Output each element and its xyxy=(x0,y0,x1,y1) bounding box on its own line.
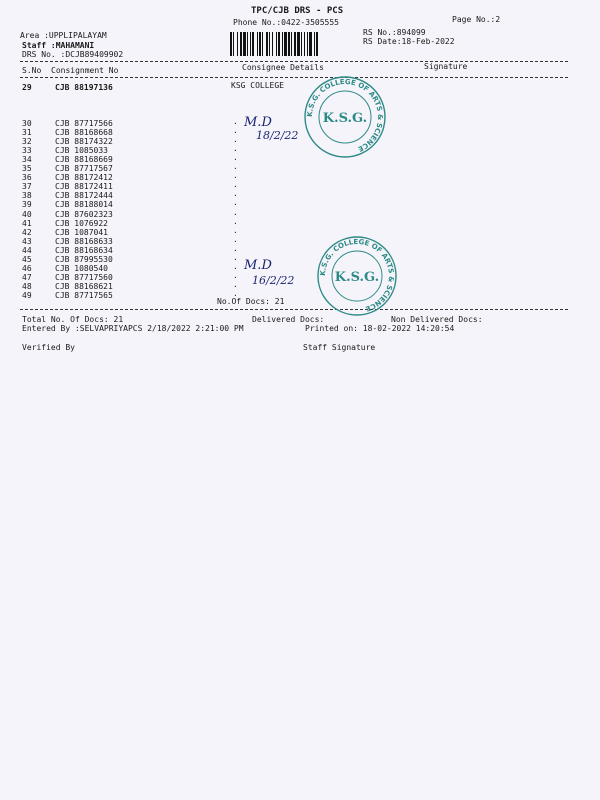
signature-name: M.D xyxy=(244,115,272,130)
placeholder-dot: . xyxy=(233,171,238,181)
placeholder-dot: . xyxy=(233,288,238,298)
row-sno: 48 xyxy=(22,281,32,291)
row-sno: 31 xyxy=(22,128,32,138)
placeholder-dot: . xyxy=(233,243,238,253)
stamp-center-text: K.S.G. xyxy=(334,270,380,285)
row-sno: 44 xyxy=(22,245,32,255)
row-consignment: CJB 1076922 xyxy=(55,218,108,228)
placeholder-dot: . xyxy=(233,279,238,289)
signature-date: 16/2/22 xyxy=(252,274,295,287)
row-sno: 40 xyxy=(22,209,32,219)
page-number: Page No.:2 xyxy=(452,15,501,24)
table-row xyxy=(22,225,252,237)
divider-line xyxy=(20,77,568,78)
placeholder-dot: . xyxy=(233,225,238,235)
rs-date: RS Date:18-Feb-2022 xyxy=(363,37,455,46)
handwritten-signature xyxy=(240,112,340,146)
table-row xyxy=(22,243,252,255)
delivered-docs: Delivered Docs: xyxy=(252,315,325,324)
rs-number: RS No.:894099 xyxy=(363,28,426,37)
row-consignee: KSG COLLEGE xyxy=(231,81,284,90)
table-row xyxy=(22,234,252,246)
placeholder-dot: . xyxy=(233,135,238,145)
row-consignment: CJB 88188014 xyxy=(55,200,113,210)
row-consignment: CJB 87995530 xyxy=(55,254,113,264)
placeholder-dot: . xyxy=(233,117,238,126)
row-consignment: CJB 88168621 xyxy=(55,281,113,291)
col-header-consignment: Consignment No xyxy=(51,66,119,75)
row-sno: 29 xyxy=(22,83,32,92)
row-sno: 46 xyxy=(22,263,32,273)
entered-by: Entered By :SELVAPRIYAPCS 2/18/2022 2:21:00 PM xyxy=(22,324,244,333)
table-row xyxy=(22,279,252,291)
row-consignment: CJB 1085033 xyxy=(55,146,108,156)
stamp-ring-text: K.S.G. COLLEGE OF ARTS & SCIENCE xyxy=(318,237,396,313)
placeholder-dot: . xyxy=(233,126,238,136)
row-consignment: CJB 88172412 xyxy=(55,173,113,183)
placeholder-dot: . xyxy=(233,234,238,244)
row-consignment: CJB 1087041 xyxy=(55,227,108,237)
row-sno: 43 xyxy=(22,236,32,246)
table-row xyxy=(22,137,252,146)
stamp-center-text: K.S.G. xyxy=(322,111,368,126)
col-header-sno: S.No xyxy=(22,66,42,75)
stamp-ring-text: K.S.G. COLLEGE OF ARTS & SCIENCE xyxy=(305,77,385,153)
row-consignment: CJB 88172444 xyxy=(55,191,113,201)
table-row xyxy=(22,173,252,182)
row-sno: 41 xyxy=(22,218,32,228)
table-row xyxy=(22,191,252,200)
placeholder-dot: . xyxy=(233,189,238,199)
row-consignment: CJB 87602323 xyxy=(55,209,113,219)
row-sno: 33 xyxy=(22,146,32,156)
row-sno: 30 xyxy=(22,119,32,128)
doc-title: TPC/CJB DRS - PCS xyxy=(251,6,344,16)
table-row xyxy=(22,119,252,128)
row-consignment: CJB 1080540 xyxy=(55,263,108,273)
row-sno: 35 xyxy=(22,164,32,174)
table-row xyxy=(22,261,252,273)
row-sno: 34 xyxy=(22,155,32,165)
row-consignment: CJB 87717565 xyxy=(55,290,113,300)
row-sno: 42 xyxy=(22,227,32,237)
placeholder-dot: . xyxy=(233,153,238,163)
row-consignment: CJB 87717566 xyxy=(55,119,113,128)
row-sno: 49 xyxy=(22,290,32,300)
placeholder-dot: . xyxy=(233,162,238,172)
placeholder-dot: . xyxy=(233,198,238,208)
table-row xyxy=(22,270,252,282)
table-row xyxy=(22,216,252,228)
row-consignment: CJB 88172411 xyxy=(55,182,113,192)
placeholder-dot: . xyxy=(233,207,238,217)
col-header-consignee: Consignee Details xyxy=(242,63,324,72)
verified-by: Verified By xyxy=(22,343,75,352)
row-consignment: CJB 87717567 xyxy=(55,164,113,174)
total-docs: Total No. Of Docs: 21 xyxy=(22,315,124,324)
row-consignment: CJB 87717560 xyxy=(55,272,113,282)
no-of-docs: No.Of Docs: 21 xyxy=(217,297,285,306)
row-sno: 32 xyxy=(22,137,32,147)
table-row xyxy=(22,207,252,219)
handwritten-signature xyxy=(238,254,348,294)
divider-line xyxy=(20,309,568,310)
row-consignment: CJB 88168634 xyxy=(55,245,113,255)
placeholder-dot: . xyxy=(233,252,238,262)
placeholder-dot: . xyxy=(233,180,238,190)
table-row xyxy=(22,182,252,191)
phone-number: Phone No.:0422-3505555 xyxy=(233,18,339,27)
row-sno: 38 xyxy=(22,191,32,201)
staff-signature: Staff Signature xyxy=(303,343,376,352)
non-delivered-docs: Non Delivered Docs: xyxy=(391,315,483,324)
printed-on: Printed on: 18-02-2022 14:20:54 xyxy=(305,324,455,333)
table-row xyxy=(22,164,252,173)
table-row xyxy=(22,200,252,209)
row-sno: 36 xyxy=(22,173,32,183)
row-consignment: CJB 88174322 xyxy=(55,137,113,147)
divider-line xyxy=(20,61,568,62)
placeholder-dot: . xyxy=(233,144,238,154)
row-consignment: CJB 88168668 xyxy=(55,128,113,138)
area-label: Area :UPPLIPALAYAM xyxy=(20,31,107,40)
table-row xyxy=(22,252,252,264)
signature-name: M.D xyxy=(244,258,272,273)
placeholder-dot: . xyxy=(233,270,238,280)
row-consignment: CJB 88168633 xyxy=(55,236,113,246)
row-sno: 47 xyxy=(22,272,32,282)
row-consignment: CJB 88168669 xyxy=(55,155,113,165)
drs-number: DRS No. :DCJB89409902 xyxy=(22,50,124,59)
row-sno: 39 xyxy=(22,200,32,210)
col-header-signature: Signature xyxy=(424,62,468,71)
table-row xyxy=(22,146,252,155)
row-sno: 45 xyxy=(22,254,32,264)
placeholder-dot: . xyxy=(233,216,238,226)
table-row xyxy=(22,155,252,164)
row-consignment: CJB 88197136 xyxy=(55,83,113,92)
signature-date: 18/2/22 xyxy=(256,129,299,142)
row-sno: 37 xyxy=(22,182,32,192)
table-row xyxy=(22,128,252,137)
placeholder-dot: . xyxy=(233,261,238,271)
barcode-image xyxy=(230,32,358,56)
staff-label: Staff :MAHAMANI xyxy=(22,41,95,50)
